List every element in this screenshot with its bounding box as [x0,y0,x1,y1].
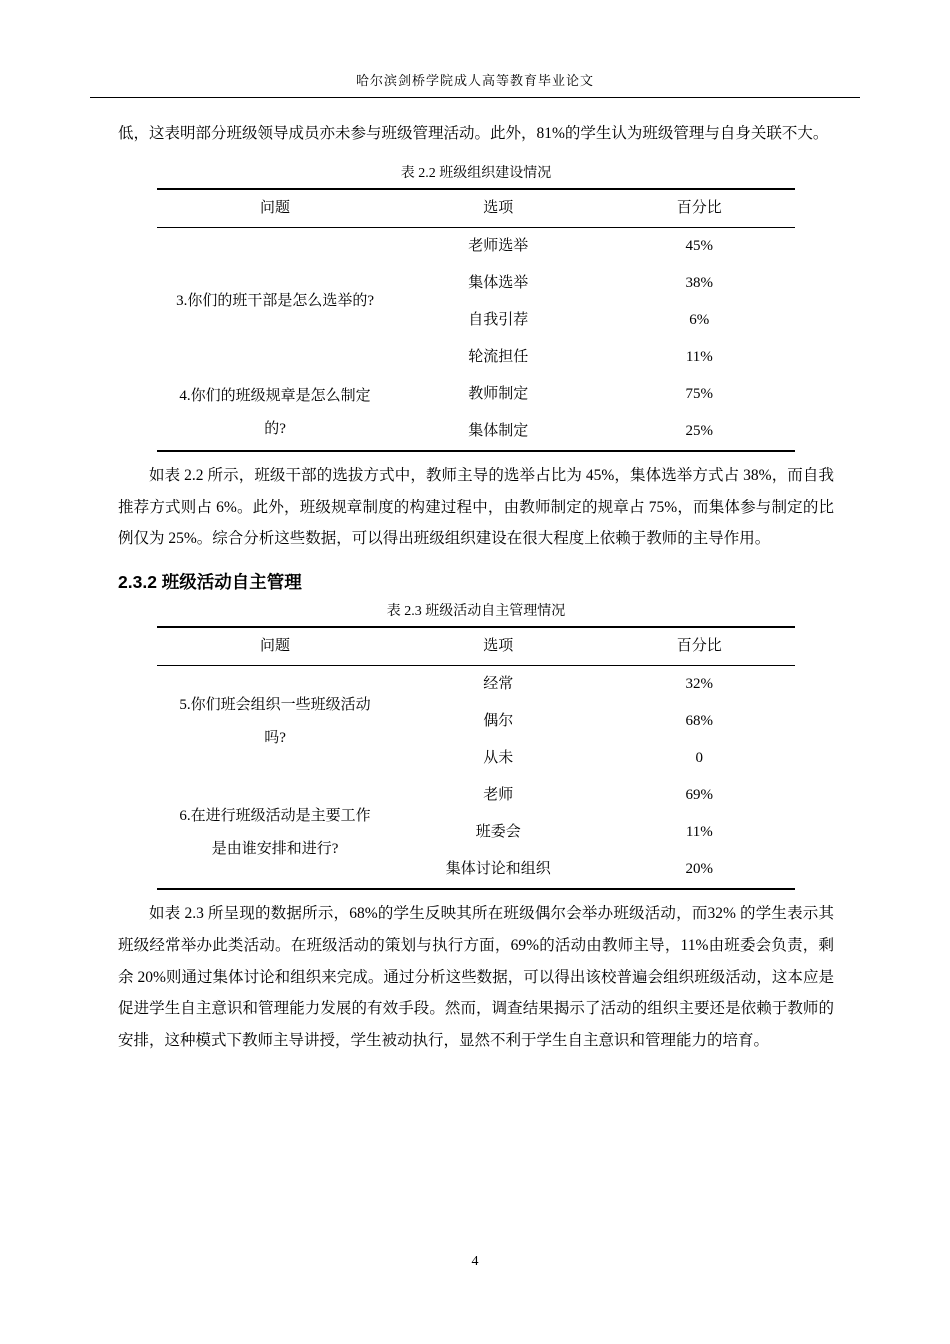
percent-cell: 75% [685,385,714,402]
page-content [118,118,834,1057]
table-2-3-body [157,666,795,890]
option-cell: 轮流担任 [468,348,529,365]
table-row [157,227,795,265]
page-number: 4 [471,1254,479,1269]
table-2-2-head [157,189,795,228]
percent-cell: 32% [685,676,714,693]
option-cell: 自我引荐 [468,311,529,328]
option-cell: 集体制定 [468,422,529,439]
column-header-option: 选项 [393,627,604,666]
option-cell: 偶尔 [483,713,514,730]
percent-cell: 0 [695,750,704,767]
column-header-question: 问题 [157,189,393,228]
percent-cell: 38% [685,274,714,291]
option-cell: 集体选举 [468,274,529,291]
option-cell: 教师制定 [468,385,529,402]
column-header-percent: 百分比 [604,627,795,666]
question-cell: 3.你们的班干部是怎么选举的? [176,293,374,310]
column-header-percent: 百分比 [604,189,795,228]
option-cell: 经常 [483,676,514,693]
question-cell: 6.在进行班级活动是主要工作是由谁安排和进行? [179,807,371,857]
page-header [90,70,860,98]
table-2-2 [157,188,795,452]
percent-cell: 68% [685,713,714,730]
column-header-question: 问题 [157,627,393,666]
table-row [157,777,795,814]
header-title: 哈尔滨剑桥学院成人高等教育毕业论文 [355,73,594,88]
percent-cell: 45% [685,237,714,254]
section-heading-2-3-2: 2.3.2 班级活动自主管理 [118,572,302,593]
paragraph-table-2-2-analysis: 如表 2.2 所示，班级干部的选拔方式中，教师主导的选举占比为 45%，集体选举方式占 38%，而自我推荐方式则占 6%。此外，班级规章制度的构建过程中，由教师制定的规章占 75%，而集体参与制定的比例仅为 25%。综合分析这些数据，可以得出班级组织建设在很大程度上依赖于教师的主导作用。 [118,466,834,548]
percent-cell: 11% [685,348,713,365]
table-header-row [157,189,795,228]
table-2-3-caption: 表 2.3 班级活动自主管理情况 [386,604,566,620]
table-2-3 [157,626,795,890]
table-header-row [157,627,795,666]
paragraph-table-2-3-analysis: 如表 2.3 所呈现的数据所示，68%的学生反映其所在班级偶尔会举办班级活动，而32% 的学生表示其班级经常举办此类活动。在班级活动的策划与执行方面，69%的活动由教师主导，11%由班委会负责，剩余 20%则通过集体讨论和组织来完成。通过分析这些数据，可以得出该校普遍会组织班级活动，这本应是促进学生自主意识和管理能力发展的有效手段。然而，调查结果揭示了活动的组织主要还是依赖于教师的安排，这种模式下教师主导讲授，学生被动执行，显然不利于学生自主意识和管理能力的培育。 [118,905,834,1050]
option-cell: 班委会 [475,824,521,841]
percent-cell: 69% [685,787,714,804]
option-cell: 从未 [483,750,514,767]
table-row [157,666,795,704]
table-row [157,376,795,413]
paragraph-continuation: 低，这表明部分班级领导成员亦未参与班级管理活动。此外，81%的学生认为班级管理与自身关联不大。 [118,125,829,142]
percent-cell: 11% [685,824,713,841]
question-cell: 5.你们班会组织一些班级活动吗? [179,696,371,746]
option-cell: 老师选举 [468,237,529,254]
option-cell: 集体讨论和组织 [445,861,551,878]
column-header-option: 选项 [393,189,604,228]
percent-cell: 20% [685,861,714,878]
question-cell: 4.你们的班级规章是怎么制定的? [179,387,371,437]
percent-cell: 6% [689,311,710,328]
option-cell: 老师 [483,787,514,804]
table-2-2-body [157,227,795,451]
table-2-3-head [157,627,795,666]
percent-cell: 25% [685,422,714,439]
table-2-2-caption: 表 2.2 班级组织建设情况 [400,165,552,181]
